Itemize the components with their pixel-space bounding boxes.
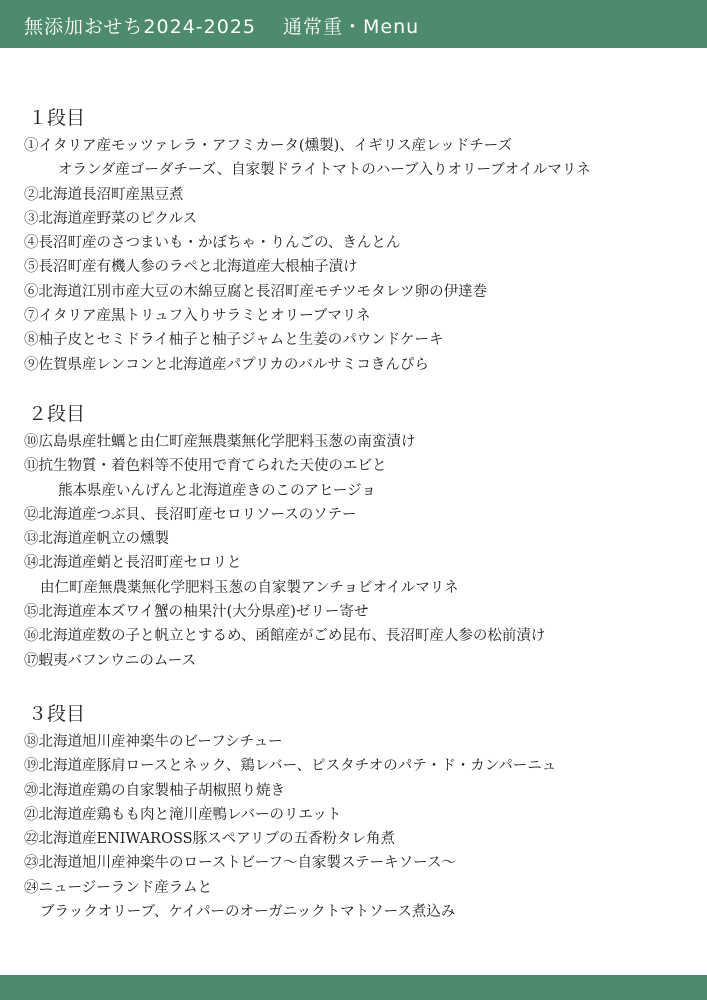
menu-tier-1	[24, 104, 694, 377]
menu-item: ⑯北海道産数の子と帆立とするめ、函館産がごめ昆布、長沼町産人参の松前漬け	[24, 628, 546, 645]
menu-item: ④長沼町産のさつまいも・かぼちゃ・りんごの、きんとん	[24, 235, 401, 252]
menu-item: ⑮北海道産本ズワイ蟹の柚果汁(大分県産)ゼリー寄せ	[24, 604, 369, 621]
tier-heading: １段目	[28, 107, 86, 129]
menu-item: ⑨佐賀県産レンコンと北海道産パプリカのバルサミコきんぴら	[24, 356, 429, 373]
menu-item: ㉓北海道旭川産神楽牛のローストビーフ～自家製ステーキソース～	[24, 855, 456, 872]
menu-item: ㉑北海道産鶏もも肉と滝川産鴨レバーのリエット	[24, 806, 342, 823]
menu-tier-3	[24, 700, 694, 924]
menu-item: ㉒北海道産ENIWAROSS豚スペアリブの五香粉タレ角煮	[24, 831, 395, 848]
menu-item: ⑫北海道産つぶ貝、長沼町産セロリソースのソテー	[24, 506, 357, 523]
menu-item: ⑩広島県産牡蠣と由仁町産無農薬無化学肥料玉葱の南蛮漬け	[24, 434, 416, 450]
menu-item: ⑪抗生物質・着色料等不使用で育てられた天使のエビと	[24, 458, 387, 475]
menu-item: ⑧柚子皮とセミドライ柚子と柚子ジャムと生姜のパウンドケーキ	[24, 332, 444, 349]
menu-item: ⑥北海道江別市産大豆の木綿豆腐と長沼町産モチツモタレツ卵の伊達巻	[24, 283, 488, 300]
menu-item: ⑰蝦夷バフンウニのムース	[24, 652, 196, 669]
menu-item: ⑲北海道産豚肩ロースとネック、鶏レバー、ピスタチオのパテ・ド・カンパーニュ	[24, 758, 557, 775]
tier-heading: ２段目	[28, 403, 86, 425]
menu-item: ③北海道産野菜のピクルス	[24, 210, 198, 227]
menu-item-continuation: オランダ産ゴーダチーズ、自家製ドライトマトのハーブ入りオリーブオイルマリネ	[58, 162, 591, 179]
menu-item-continuation: 由仁町産無農薬無化学肥料玉葱の自家製アンチョビオイルマリネ	[40, 579, 459, 596]
menu-item: ②北海道長沼町産黒豆煮	[24, 186, 184, 203]
menu-item: ⑤長沼町産有機人参のラペと北海道産大根柚子漬け	[24, 259, 358, 276]
menu-item: ⑭北海道産蛸と長沼町産セロリと	[24, 555, 242, 572]
page-title: 無添加おせち2024-2025 通常重・Menu	[24, 16, 420, 38]
footer-bar	[0, 975, 707, 1000]
menu-item: ⑦イタリア産黒トリュフ入りサラミとオリーブマリネ	[24, 308, 371, 325]
menu-item: ⑱北海道旭川産神楽牛のビーフシチュー	[24, 734, 283, 750]
menu-item-continuation: 熊本県産いんげんと北海道産きのこのアヒージョ	[58, 482, 376, 499]
header-bar	[0, 0, 707, 48]
menu-item: ㉔ニュージーランド産ラムと	[24, 879, 213, 896]
menu-item-continuation: ブラックオリーブ、ケイパーのオーガニックトマトソース煮込み	[40, 904, 456, 921]
menu-tier-2	[24, 400, 694, 673]
menu-item: ⑬北海道産帆立の燻製	[24, 531, 169, 548]
tier-heading: ３段目	[28, 703, 86, 725]
menu-item: ①イタリア産モッツァレラ・アフミカータ(燻製)、イギリス産レッドチーズ	[24, 138, 513, 154]
menu-item: ⑳北海道産鶏の自家製柚子胡椒照り焼き	[24, 782, 285, 799]
